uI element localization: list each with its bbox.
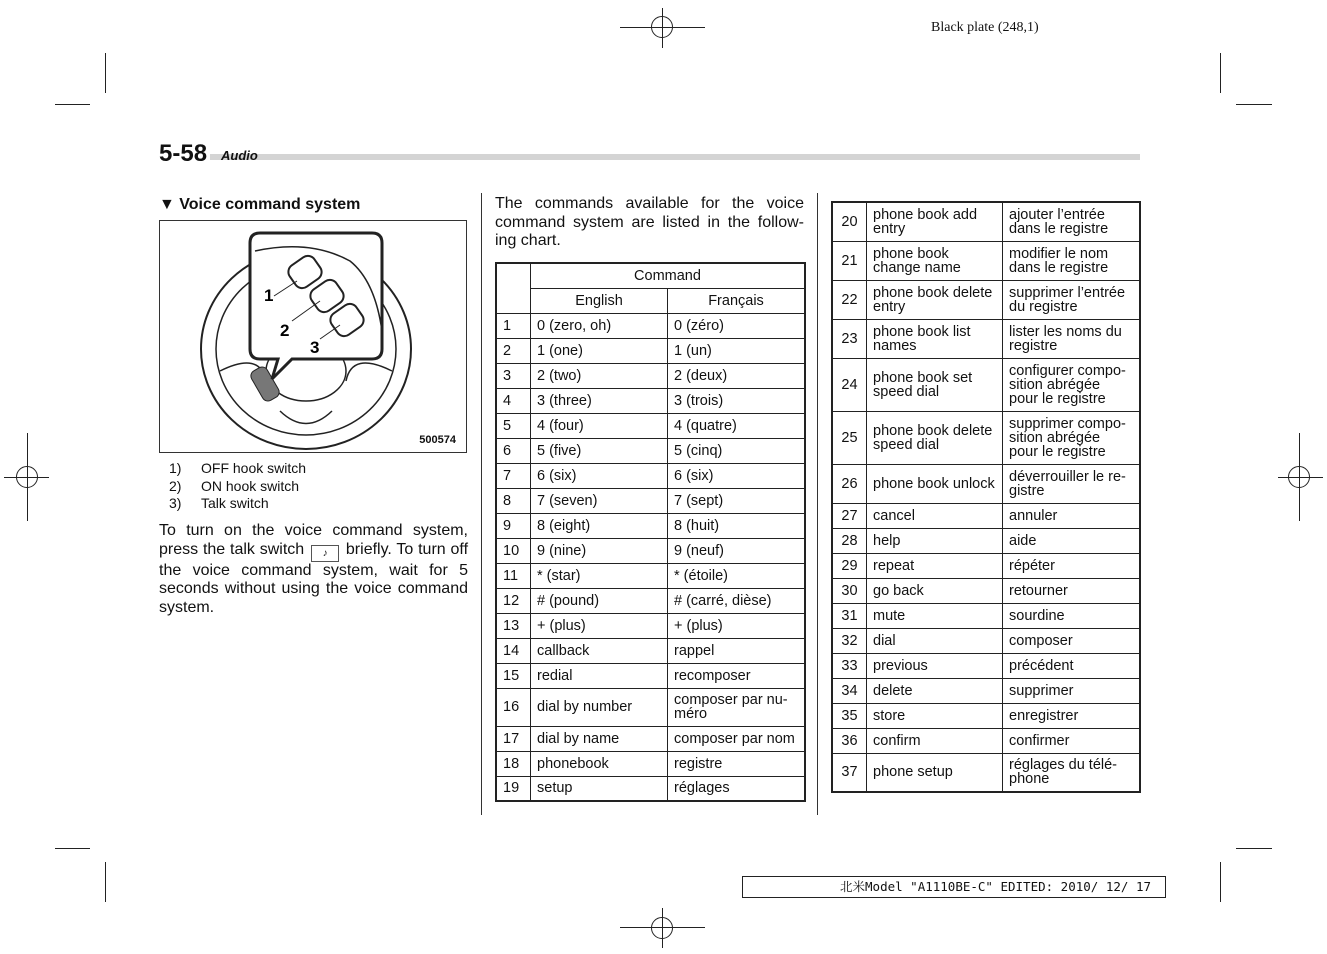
- table-row: [832, 280, 1140, 319]
- english-command: + (plus): [531, 613, 668, 638]
- french-command: modifier le nom dans le registre: [1003, 241, 1141, 280]
- english-command: repeat: [867, 553, 1003, 578]
- row-number: 7: [496, 463, 531, 488]
- english-command: * (star): [531, 563, 668, 588]
- french-command: composer: [1003, 628, 1141, 653]
- table-row: [496, 751, 805, 776]
- crop-mark: [1236, 848, 1272, 849]
- english-command: 1 (one): [531, 338, 668, 363]
- legend-item: 2) ON hook switch: [169, 477, 300, 494]
- table-row: [832, 753, 1140, 792]
- english-command: 9 (nine): [531, 538, 668, 563]
- registration-mark-icon: [651, 16, 673, 38]
- french-command: recomposer: [668, 663, 806, 688]
- english-command: callback: [531, 638, 668, 663]
- plate-label: Black plate (248,1): [931, 20, 1039, 35]
- row-number: 18: [496, 751, 531, 776]
- registration-mark-icon: [651, 917, 673, 939]
- table-row: [496, 663, 805, 688]
- row-number: 28: [832, 528, 867, 553]
- row-number: 35: [832, 703, 867, 728]
- crop-mark: [1220, 53, 1221, 93]
- table-row: [832, 653, 1140, 678]
- registration-mark-icon: [1288, 466, 1310, 488]
- french-command: + (plus): [668, 613, 806, 638]
- french-command: * (étoile): [668, 563, 806, 588]
- header-blank-cell: [496, 263, 531, 313]
- table-row: [496, 588, 805, 613]
- page-number: 5-58: [159, 140, 208, 167]
- french-command: retourner: [1003, 578, 1141, 603]
- english-command: phone book unlock: [867, 464, 1003, 503]
- french-command: 8 (huit): [668, 513, 806, 538]
- french-command: 0 (zéro): [668, 313, 806, 338]
- row-number: 13: [496, 613, 531, 638]
- francais-header: Français: [668, 288, 806, 313]
- row-number: 2: [496, 338, 531, 363]
- registration-mark-icon: [16, 466, 38, 488]
- french-command: lister les noms du registre: [1003, 319, 1141, 358]
- french-command: déverrouiller le re-gistre: [1003, 464, 1141, 503]
- english-command: confirm: [867, 728, 1003, 753]
- table-row: [832, 319, 1140, 358]
- table-row: [832, 202, 1140, 241]
- french-command: 7 (sept): [668, 488, 806, 513]
- table-row: [496, 463, 805, 488]
- row-number: 5: [496, 413, 531, 438]
- english-command: 7 (seven): [531, 488, 668, 513]
- row-number: 12: [496, 588, 531, 613]
- table-row: [496, 363, 805, 388]
- french-command: 4 (quatre): [668, 413, 806, 438]
- row-number: 32: [832, 628, 867, 653]
- french-command: composer par nom: [668, 726, 806, 751]
- table-row: [496, 338, 805, 363]
- english-command: 6 (six): [531, 463, 668, 488]
- steering-wheel-icon: [160, 221, 466, 452]
- row-number: 25: [832, 411, 867, 464]
- french-command: confirmer: [1003, 728, 1141, 753]
- table-row: [496, 538, 805, 563]
- english-command: dial by number: [531, 688, 668, 726]
- legend-item: 3) Talk switch: [169, 495, 269, 511]
- row-number: 9: [496, 513, 531, 538]
- french-command: sourdine: [1003, 603, 1141, 628]
- command-table-2: [831, 201, 1141, 793]
- table-row: [496, 688, 805, 726]
- figure-id: 500574: [419, 434, 456, 446]
- crop-mark: [55, 848, 90, 849]
- command-table-1: [495, 262, 806, 802]
- row-number: 10: [496, 538, 531, 563]
- row-number: 30: [832, 578, 867, 603]
- table-row: [496, 563, 805, 588]
- french-command: composer par nu-méro: [668, 688, 806, 726]
- row-number: 11: [496, 563, 531, 588]
- table-row: [496, 413, 805, 438]
- row-number: 1: [496, 313, 531, 338]
- table-row: [832, 553, 1140, 578]
- french-command: 5 (cinq): [668, 438, 806, 463]
- table-row: [496, 613, 805, 638]
- column-divider: [481, 193, 482, 815]
- english-command: 4 (four): [531, 413, 668, 438]
- talk-switch-icon: ♪: [311, 545, 339, 562]
- french-command: répéter: [1003, 553, 1141, 578]
- english-command: mute: [867, 603, 1003, 628]
- row-number: 29: [832, 553, 867, 578]
- callout-2: 2: [280, 321, 290, 340]
- french-command: réglages du télé-phone: [1003, 753, 1141, 792]
- row-number: 19: [496, 776, 531, 801]
- footer-edit-info: 北米Model "A1110BE-C" EDITED: 2010/ 12/ 17: [742, 876, 1166, 898]
- english-command: dial: [867, 628, 1003, 653]
- english-command: phonebook: [531, 751, 668, 776]
- row-number: 36: [832, 728, 867, 753]
- english-command: phone setup: [867, 753, 1003, 792]
- crop-mark: [55, 104, 90, 105]
- section-heading: ▼ Voice command system: [159, 196, 361, 213]
- steering-wheel-figure: [159, 220, 467, 453]
- row-number: 37: [832, 753, 867, 792]
- table-row: [832, 628, 1140, 653]
- row-number: 3: [496, 363, 531, 388]
- row-number: 33: [832, 653, 867, 678]
- english-command: phone book delete speed dial: [867, 411, 1003, 464]
- legend-item: 1) OFF hook switch: [169, 460, 307, 476]
- english-command: phone book list names: [867, 319, 1003, 358]
- french-command: rappel: [668, 638, 806, 663]
- crop-mark: [1236, 104, 1272, 105]
- french-command: supprimer: [1003, 678, 1141, 703]
- french-command: # (carré, dièse): [668, 588, 806, 613]
- callout-3: 3: [310, 338, 320, 357]
- french-command: annuler: [1003, 503, 1141, 528]
- table-row: [496, 313, 805, 338]
- column-divider: [817, 193, 818, 815]
- row-number: 8: [496, 488, 531, 513]
- crop-mark: [105, 53, 106, 93]
- intro-paragraph: The commands available for the voice command system are listed in the follow-ing chart.: [495, 195, 804, 249]
- row-number: 16: [496, 688, 531, 726]
- english-command: # (pound): [531, 588, 668, 613]
- english-command: 3 (three): [531, 388, 668, 413]
- table-row: [832, 528, 1140, 553]
- row-number: 31: [832, 603, 867, 628]
- table-row: [496, 488, 805, 513]
- english-command: setup: [531, 776, 668, 801]
- table-row: [832, 503, 1140, 528]
- row-number: 21: [832, 241, 867, 280]
- table-row: [496, 388, 805, 413]
- french-command: registre: [668, 751, 806, 776]
- table-row: [832, 241, 1140, 280]
- english-command: phone book add entry: [867, 202, 1003, 241]
- table-row: [832, 678, 1140, 703]
- row-number: 27: [832, 503, 867, 528]
- callout-1: 1: [264, 286, 274, 305]
- french-command: précédent: [1003, 653, 1141, 678]
- row-number: 22: [832, 280, 867, 319]
- header-bar: [210, 154, 1140, 160]
- figure-legend: [169, 460, 306, 513]
- english-command: go back: [867, 578, 1003, 603]
- section-title: Audio: [221, 148, 258, 163]
- english-command: 8 (eight): [531, 513, 668, 538]
- table-row: [496, 638, 805, 663]
- english-command: cancel: [867, 503, 1003, 528]
- row-number: 24: [832, 358, 867, 411]
- english-command: store: [867, 703, 1003, 728]
- row-number: 17: [496, 726, 531, 751]
- french-command: enregistrer: [1003, 703, 1141, 728]
- row-number: 26: [832, 464, 867, 503]
- english-command: 0 (zero, oh): [531, 313, 668, 338]
- table-row: [832, 578, 1140, 603]
- french-command: configurer compo-sition abrégée pour le registre: [1003, 358, 1141, 411]
- row-number: 34: [832, 678, 867, 703]
- english-command: dial by name: [531, 726, 668, 751]
- table-row: [496, 776, 805, 801]
- crop-mark: [105, 862, 106, 902]
- table-row: [496, 438, 805, 463]
- table-row: [496, 726, 805, 751]
- french-command: 3 (trois): [668, 388, 806, 413]
- row-number: 6: [496, 438, 531, 463]
- english-command: delete: [867, 678, 1003, 703]
- english-header: English: [531, 288, 668, 313]
- french-command: ajouter l’entrée dans le registre: [1003, 202, 1141, 241]
- english-command: redial: [531, 663, 668, 688]
- table-row: [832, 703, 1140, 728]
- row-number: 4: [496, 388, 531, 413]
- table-row: [832, 728, 1140, 753]
- table-row: [832, 411, 1140, 464]
- english-command: phone book delete entry: [867, 280, 1003, 319]
- english-command: 2 (two): [531, 363, 668, 388]
- french-command: supprimer l’entrée du registre: [1003, 280, 1141, 319]
- row-number: 14: [496, 638, 531, 663]
- table-row: [832, 603, 1140, 628]
- table-row: [496, 513, 805, 538]
- row-number: 23: [832, 319, 867, 358]
- french-command: réglages: [668, 776, 806, 801]
- french-command: 2 (deux): [668, 363, 806, 388]
- french-command: 6 (six): [668, 463, 806, 488]
- command-header: Command: [531, 263, 806, 288]
- table-row: [832, 464, 1140, 503]
- french-command: aide: [1003, 528, 1141, 553]
- english-command: phone book set speed dial: [867, 358, 1003, 411]
- table-row: [832, 358, 1140, 411]
- english-command: 5 (five): [531, 438, 668, 463]
- french-command: 9 (neuf): [668, 538, 806, 563]
- english-command: previous: [867, 653, 1003, 678]
- english-command: phone book change name: [867, 241, 1003, 280]
- instruction-paragraph: To turn on the voice command system, press the talk switch ♪ briefly. To turn off the voice command system, wait for 5 seconds without using the voice command system.: [159, 522, 469, 616]
- crop-mark: [1220, 862, 1221, 902]
- row-number: 15: [496, 663, 531, 688]
- english-command: help: [867, 528, 1003, 553]
- row-number: 20: [832, 202, 867, 241]
- french-command: 1 (un): [668, 338, 806, 363]
- french-command: supprimer compo-sition abrégée pour le registre: [1003, 411, 1141, 464]
